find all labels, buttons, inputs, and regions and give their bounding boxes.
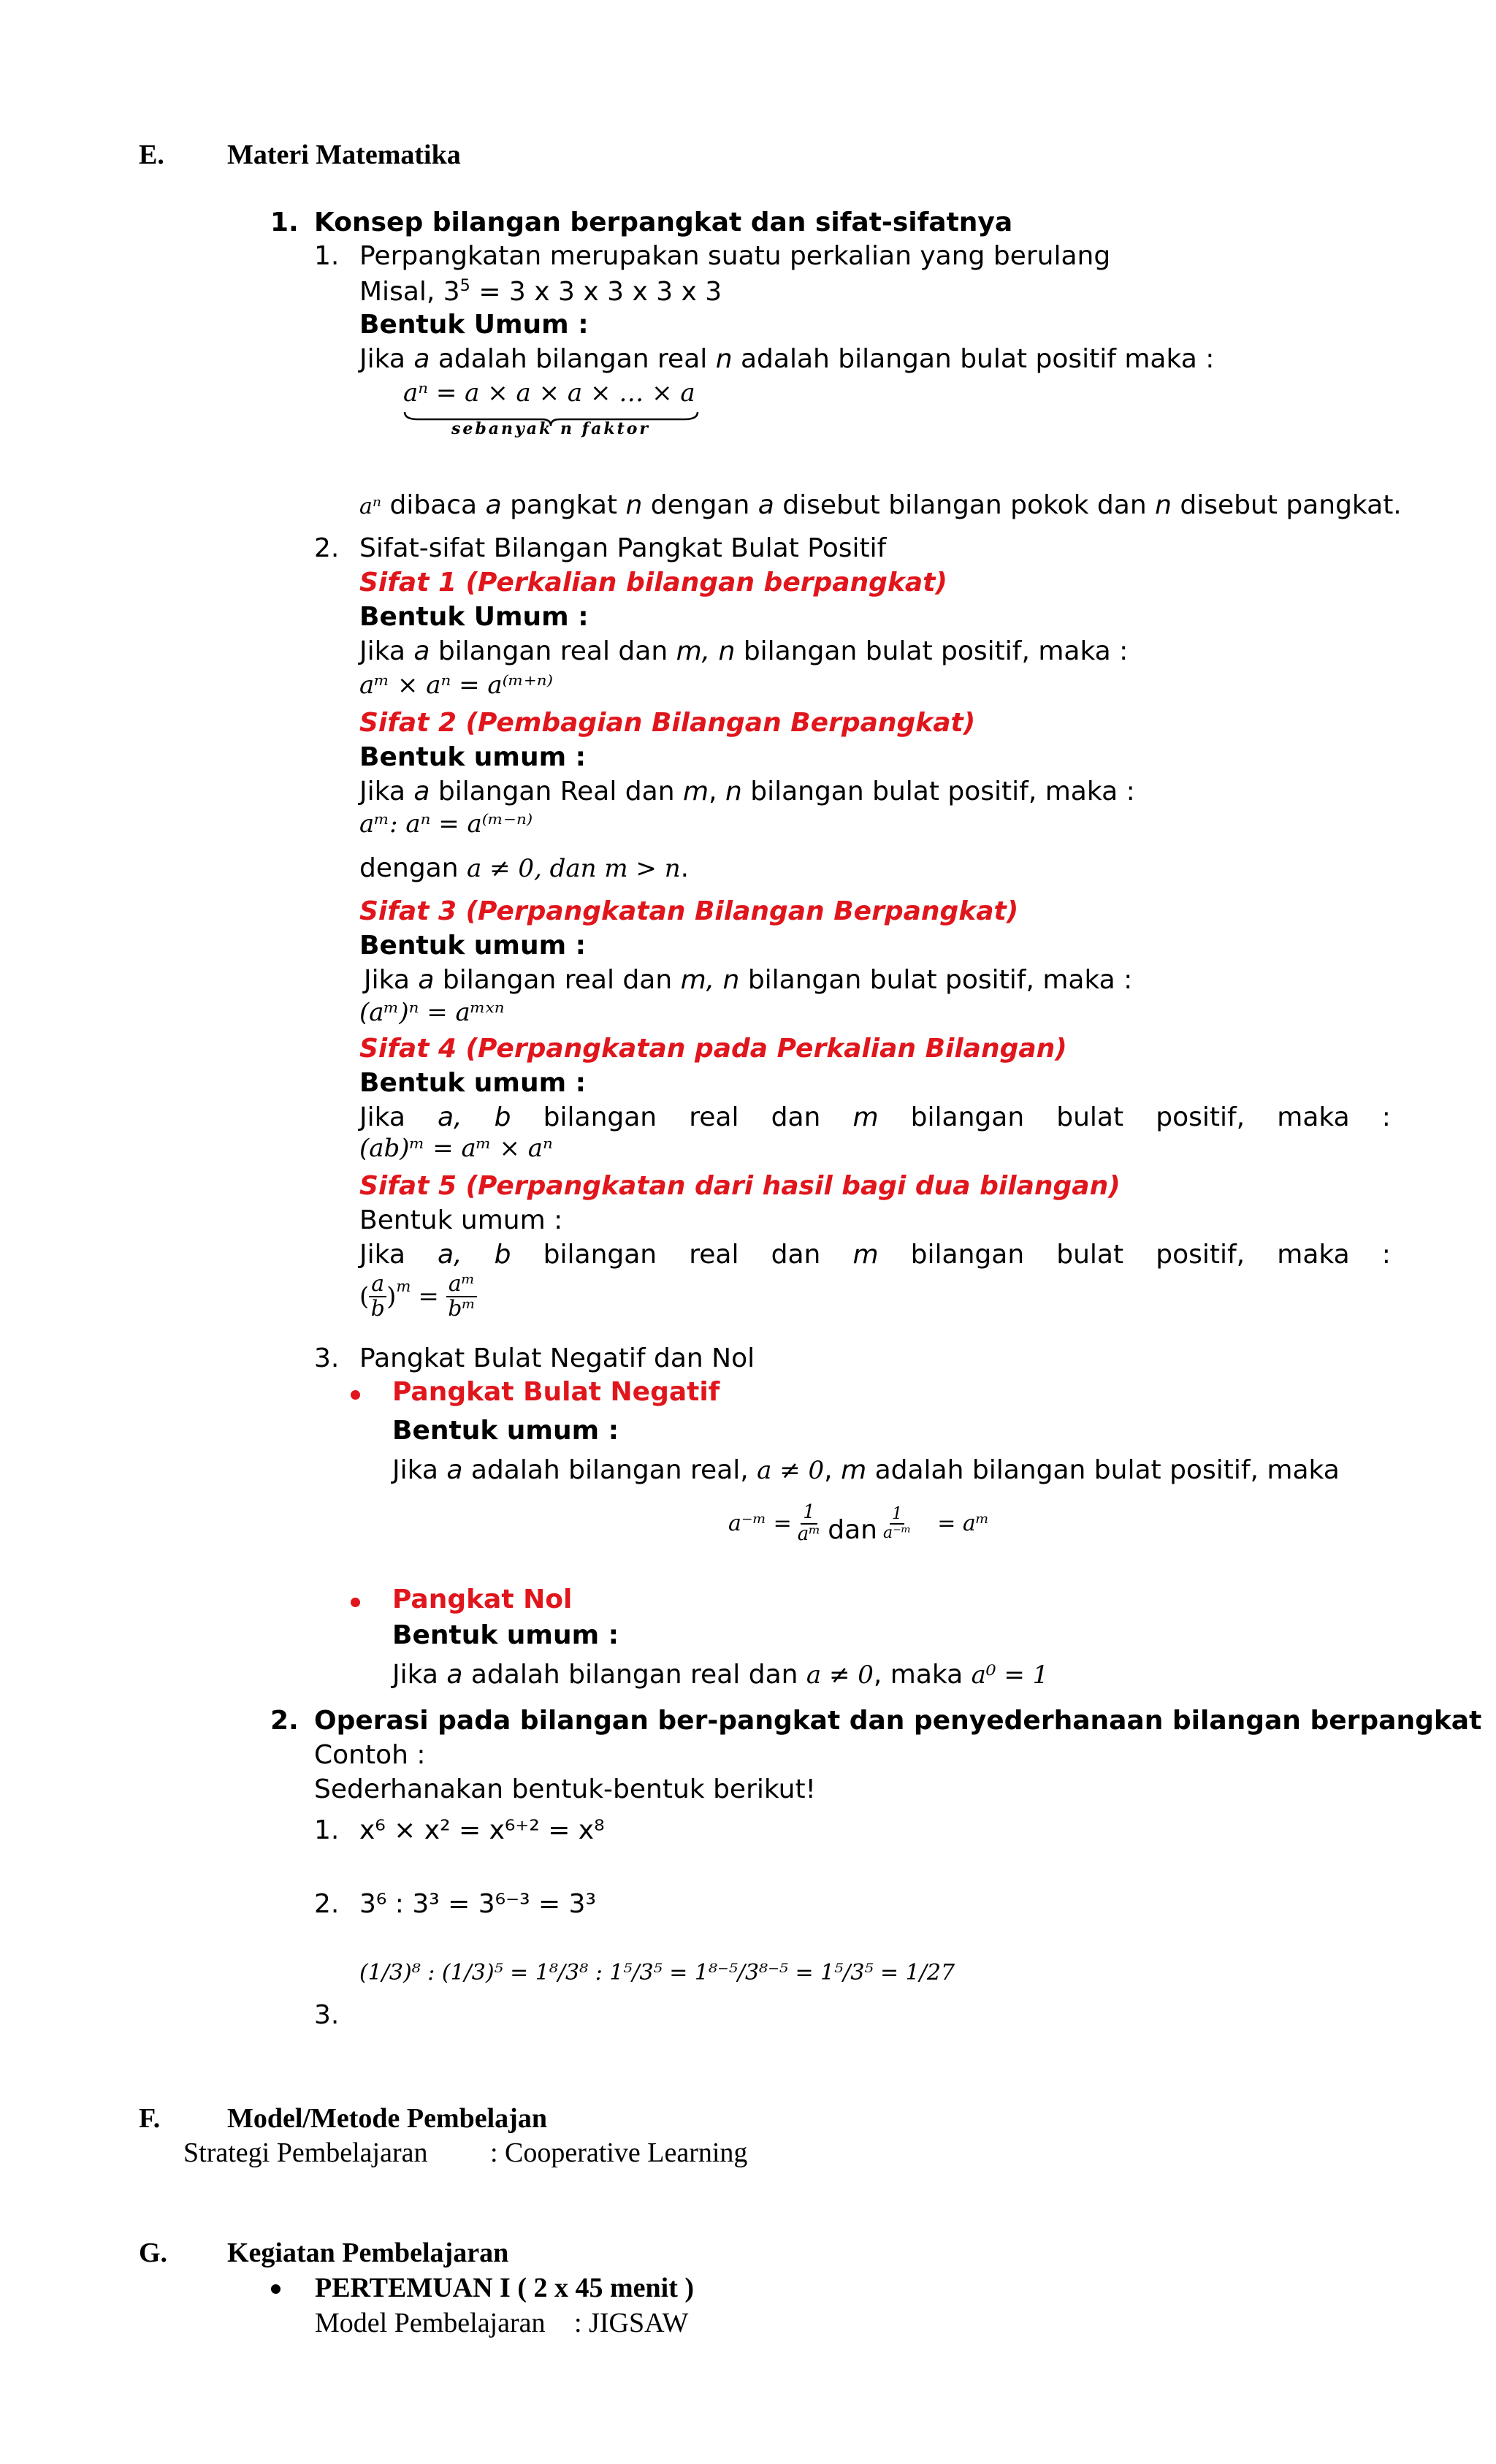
cond-word: bilangan: [543, 1240, 657, 1270]
cond-var: m: [682, 777, 709, 806]
cond-word: positif,: [1156, 1240, 1245, 1270]
formula-lhs: a⁻ᵐ =: [728, 1511, 792, 1536]
topic1-number: 1.: [270, 207, 299, 237]
sifat2-formula: aᵐ: aⁿ = a⁽ᵐ⁻ⁿ⁾: [359, 809, 533, 839]
nol-title: Pangkat Nol: [392, 1584, 573, 1614]
cond-text: adalah bilangan real: [430, 344, 716, 374]
cond-word: b: [494, 1102, 511, 1132]
cond-text: ,: [824, 1455, 842, 1485]
sifat5-fraction: [369, 1273, 386, 1320]
cond-text: bilangan bulat positif, maka :: [735, 636, 1129, 666]
section-f-letter: F.: [139, 2103, 161, 2134]
reading-text: dibaca: [381, 490, 486, 520]
reading-text: disebut bilangan pokok dan: [774, 490, 1156, 520]
example-exponent: 5: [459, 276, 470, 295]
item1-bentuk-umum: Bentuk Umum :: [359, 310, 589, 340]
cond-text: bilangan bulat positif, maka :: [739, 965, 1133, 995]
example-expansion: = 3 x 3 x 3 x 3 x 3: [470, 277, 722, 307]
sifat1-title: Sifat 1 (Perkalian bilangan berpangkat): [359, 568, 947, 598]
negatif-condition: [392, 1455, 1340, 1485]
reading-text: disebut pangkat.: [1171, 490, 1402, 520]
item2-number: 2.: [314, 533, 340, 563]
example1-number: 1.: [314, 1815, 340, 1845]
dan-label: dan: [828, 1515, 877, 1545]
cond-word: real: [689, 1240, 739, 1270]
numerator: a: [369, 1273, 386, 1297]
topic2-number: 2.: [270, 1706, 299, 1736]
fraction-1: [798, 1503, 820, 1544]
cond-text: Jika: [392, 1660, 447, 1690]
reading-var: n: [1155, 490, 1172, 520]
cond-text: bilangan real dan: [430, 636, 676, 666]
cond-word: b: [494, 1240, 511, 1270]
cond-word: maka: [1277, 1240, 1350, 1270]
numerator: aᵐ: [446, 1273, 477, 1297]
example-base: Misal, 3: [359, 277, 460, 307]
sifat5-bentuk: Bentuk umum :: [359, 1205, 563, 1235]
sifat2-condition-dengan: [359, 853, 689, 883]
dengan-end: .: [680, 853, 690, 883]
cond-text: , maka: [873, 1660, 972, 1690]
cond-word: positif,: [1156, 1102, 1245, 1132]
cond-word: bulat: [1056, 1102, 1124, 1132]
sifat3-formula: (aᵐ)ⁿ = aᵐˣⁿ: [359, 998, 505, 1027]
sifat1-formula: aᵐ × aⁿ = a⁽ᵐ⁺ⁿ⁾: [359, 671, 553, 700]
cond-word: dan: [771, 1102, 821, 1132]
cond-word: real: [689, 1102, 739, 1132]
cond-var: a: [418, 965, 435, 995]
sifat3-title: Sifat 3 (Perpangkatan Bilangan Berpangkat): [359, 896, 1019, 926]
cond-word: bilangan: [910, 1240, 1025, 1270]
cond-var: a: [446, 1455, 463, 1485]
result-formula: a⁰ = 1: [971, 1660, 1049, 1690]
cond-var: n: [725, 777, 742, 806]
item1-brace-label: sebanyak n faktor: [451, 419, 650, 438]
sifat3-bentuk: Bentuk umum :: [359, 931, 587, 961]
sifat5-result-fraction: [446, 1273, 477, 1320]
denominator: a⁻ᵐ: [882, 1523, 912, 1542]
cond-text: adalah bilangan bulat positif maka :: [732, 344, 1215, 374]
an-symbol: aⁿ: [359, 494, 382, 519]
sifat2-bentuk: Bentuk umum :: [359, 742, 587, 772]
item1-condition: [359, 344, 1214, 374]
section-g-letter: G.: [139, 2238, 168, 2268]
sifat1-condition: [359, 636, 1128, 666]
numerator: 1: [801, 1503, 817, 1524]
cond-word: Jika: [359, 1102, 405, 1132]
cond-word: bulat: [1056, 1240, 1124, 1270]
bullet-icon: [271, 2284, 280, 2294]
cond-word: :: [1381, 1102, 1391, 1132]
strategy-value: : Cooperative Learning: [490, 2137, 748, 2168]
section-f-title: Model/Metode Pembelajan: [227, 2103, 547, 2134]
topic2-instruction: Sederhanakan bentuk-bentuk berikut!: [314, 1774, 816, 1804]
example3-expression: (1/3)⁸ : (1/3)⁵ = 1⁸/3⁸ : 1⁵/3⁵ = 1⁸⁻⁵/3⁸⁻⁵ = 1⁵/3⁵ = 1/27: [359, 1960, 955, 1986]
negatif-formula: [728, 1502, 989, 1545]
cond-word: dan: [771, 1240, 821, 1270]
sifat3-condition: [364, 965, 1132, 995]
item1-example: [359, 276, 722, 307]
item1-number: 1.: [314, 241, 340, 271]
meeting-title: PERTEMUAN I ( 2 x 45 menit ): [315, 2273, 695, 2303]
cond-text: adalah bilangan bulat positif, maka: [866, 1455, 1340, 1485]
exponent: m: [396, 1277, 411, 1295]
cond-text: Jika: [359, 344, 414, 374]
model-value: : JIGSAW: [574, 2308, 689, 2338]
cond-var: m: [841, 1455, 867, 1485]
sifat2-title: Sifat 2 (Pembagian Bilangan Berpangkat): [359, 708, 976, 738]
negatif-bentuk: Bentuk umum :: [392, 1416, 619, 1446]
item1-text: Perpangkatan merupakan suatu perkalian yang berulang: [359, 241, 1111, 271]
cond-text: bilangan bulat positif, maka :: [741, 777, 1135, 806]
cond-word: maka: [1277, 1102, 1350, 1132]
cond-text: Jika: [392, 1455, 447, 1485]
sifat5-title: Sifat 5 (Perpangkatan dari hasil bagi dua bilangan): [359, 1171, 1121, 1201]
cond-var: n: [715, 344, 733, 374]
formula-rhs: = aᵐ: [937, 1511, 990, 1536]
cond-text: bilangan Real dan: [430, 777, 683, 806]
sifat4-formula: (ab)ᵐ = aᵐ × aⁿ: [359, 1134, 553, 1163]
denominator: bᵐ: [448, 1295, 476, 1321]
cond-var: m, n: [680, 965, 740, 995]
cond-word: :: [1381, 1240, 1391, 1270]
cond-formula: a ≠ 0: [757, 1456, 825, 1485]
cond-word: m: [852, 1240, 879, 1270]
sifat1-bentuk: Bentuk Umum :: [359, 602, 589, 632]
model-label: Model Pembelajaran: [315, 2308, 546, 2338]
cond-formula: a ≠ 0: [806, 1660, 874, 1690]
topic2-contoh: Contoh :: [314, 1740, 426, 1770]
cond-text: Jika: [364, 965, 419, 995]
cond-text: adalah bilangan real dan: [462, 1660, 806, 1690]
section-e-title: Materi Matematika: [227, 140, 461, 170]
nol-condition: [392, 1660, 1048, 1690]
cond-var: a: [413, 777, 430, 806]
item3-number: 3.: [314, 1343, 340, 1373]
reading-var: a: [757, 490, 774, 520]
cond-text: Jika: [359, 777, 414, 806]
cond-var: a: [413, 636, 430, 666]
reading-var: a: [485, 490, 502, 520]
cond-text: ,: [709, 777, 725, 806]
topic1-title: Konsep bilangan berpangkat dan sifat-sifatnya: [314, 207, 1013, 237]
cond-text: bilangan real dan: [434, 965, 681, 995]
sifat4-bentuk: Bentuk umum :: [359, 1068, 587, 1098]
cond-word: a,: [438, 1240, 462, 1270]
cond-var: a: [413, 344, 430, 374]
cond-var: m, n: [676, 636, 736, 666]
nol-bentuk: Bentuk umum :: [392, 1620, 619, 1650]
reading-text: pangkat: [501, 490, 626, 520]
example2-number: 2.: [314, 1889, 340, 1919]
numerator: 1: [890, 1506, 904, 1524]
negatif-title: Pangkat Bulat Negatif: [392, 1377, 720, 1407]
topic2-title: Operasi pada bilangan ber-pangkat dan penyederhanaan bilangan berpangkat: [314, 1706, 1482, 1736]
example2-expression: 3⁶ : 3³ = 3⁶⁻³ = 3³: [359, 1889, 596, 1919]
cond-var: a: [446, 1660, 463, 1690]
strategy-label: Strategi Pembelajaran: [183, 2137, 428, 2168]
fraction-2: [883, 1506, 911, 1541]
sifat2-condition: [359, 777, 1135, 806]
dengan-formula: a ≠ 0, dan m > n: [467, 854, 681, 883]
reading-text: dengan: [642, 490, 758, 520]
sifat5-formula: ( $\frac{a}{b}$ ) $^m$ = $\frac{\text{aᵐ}}{\text{bᵐ}}$: [359, 1273, 477, 1320]
item2-text: Sifat-sifat Bilangan Pangkat Bulat Positif: [359, 533, 887, 563]
cond-word: bilangan: [910, 1102, 1025, 1132]
sifat4-title: Sifat 4 (Perpangkatan pada Perkalian Bilangan): [359, 1034, 1067, 1064]
cond-word: a,: [438, 1102, 462, 1132]
example1-expression: x⁶ × x² = x⁶⁺² = x⁸: [359, 1815, 605, 1845]
section-g-title: Kegiatan Pembelajaran: [227, 2238, 509, 2268]
item1-formula: aⁿ = a × a × a × … × a: [403, 378, 695, 408]
denominator: aᵐ: [797, 1522, 821, 1545]
cond-text: Jika: [359, 636, 414, 666]
example3-number: 3.: [314, 2000, 340, 2030]
equals: =: [418, 1281, 439, 1311]
sifat5-condition: [359, 1240, 1391, 1270]
sifat4-condition: [359, 1102, 1391, 1132]
item3-text: Pangkat Bulat Negatif dan Nol: [359, 1343, 755, 1373]
cond-word: Jika: [359, 1240, 405, 1270]
bullet-icon: [351, 1390, 360, 1400]
denominator: b: [370, 1295, 385, 1321]
item1-reading: [359, 490, 1402, 520]
bullet-icon: [351, 1598, 360, 1607]
cond-text: adalah bilangan real,: [462, 1455, 757, 1485]
reading-var: n: [625, 490, 643, 520]
cond-word: bilangan: [543, 1102, 657, 1132]
section-e-letter: E.: [139, 140, 164, 170]
dengan-label: dengan: [359, 853, 459, 883]
cond-word: m: [852, 1102, 879, 1132]
